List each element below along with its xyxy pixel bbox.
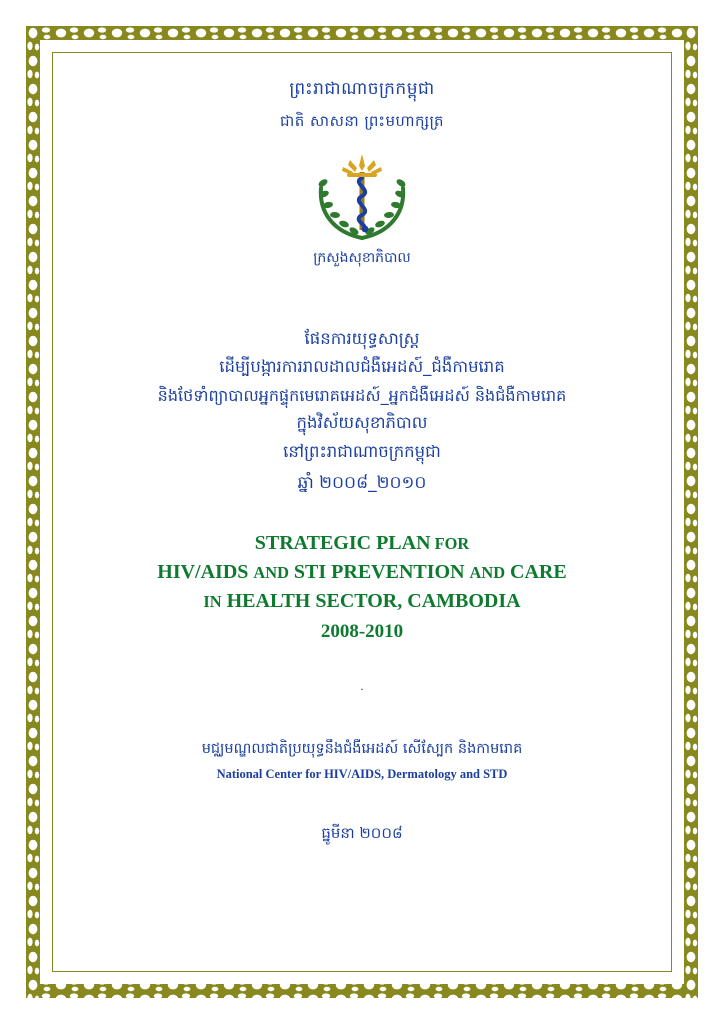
kingdom-heading: ព្រះរាជាណាចក្រកម្ពុជា: [289, 79, 435, 99]
english-title-line-2: [60, 558, 664, 587]
khmer-title-line-4: ក្នុងវិស័យសុខាភិបាល: [296, 413, 428, 433]
khmer-title-line-1: ផែនការយុទ្ធសាស្ត្រ: [304, 329, 420, 348]
english-title-hiv: HIV/AIDS: [157, 561, 249, 584]
ministry-name: ក្រសួងសុខាភិបាល: [313, 250, 411, 266]
khmer-title-years: ឆ្នាំ ២០០៨_២០១០: [297, 473, 427, 494]
organization-name-english: National Center for HIV/AIDS, Dermatology and STD: [216, 766, 508, 781]
title-page-content: [60, 60, 664, 964]
english-title-years: 2008-2010: [320, 621, 404, 643]
publication-date: ធ្នូមីនា ២០០៨: [321, 823, 403, 842]
national-motto: ជាតិ សាសនា ព្រះមហាក្សត្រ: [279, 112, 445, 130]
english-title-line-1-main: STRATEGIC PLAN: [254, 532, 431, 555]
english-title-and-2: AND: [469, 563, 506, 583]
english-title-and-1: AND: [253, 563, 289, 583]
english-title-sti: STI PREVENTION: [293, 561, 465, 584]
khmer-title-line-2: ដើម្បីបង្ការការរាលដាលជំងឺអេដស៍_ជំងឺកាមរោគ: [219, 357, 505, 377]
khmer-title-line-5: នៅព្រះរាជាណាចក្រកម្ពុជា: [283, 441, 441, 461]
english-title-care: CARE: [510, 561, 567, 584]
cambodia-ministry-of-health-emblem-icon: [303, 150, 421, 242]
english-title-line-1: [60, 529, 664, 558]
khmer-title-block: [60, 325, 664, 466]
english-title-line-3: [60, 587, 664, 616]
english-title-in: IN: [203, 592, 222, 612]
organization-name-khmer: មជ្ឈមណ្ឌលជាតិប្រយុទ្ធនឹងជំងឺអេដស៍ សើស្បែក និងកាមរោគ: [201, 740, 523, 757]
english-title-sector: HEALTH SECTOR, CAMBODIA: [226, 590, 521, 613]
english-title-block: [60, 529, 664, 646]
english-title-line-1-for: FOR: [434, 534, 470, 554]
khmer-title-line-3: និងថែទាំព្យាបាលអ្នកផ្ទុកមេរោគអេដស៍_អ្នកជំងឺអេដស៍ និងជំងឺកាមរោគ: [157, 385, 567, 405]
emblem-container: [60, 150, 664, 242]
separator-dot: .: [360, 679, 364, 693]
